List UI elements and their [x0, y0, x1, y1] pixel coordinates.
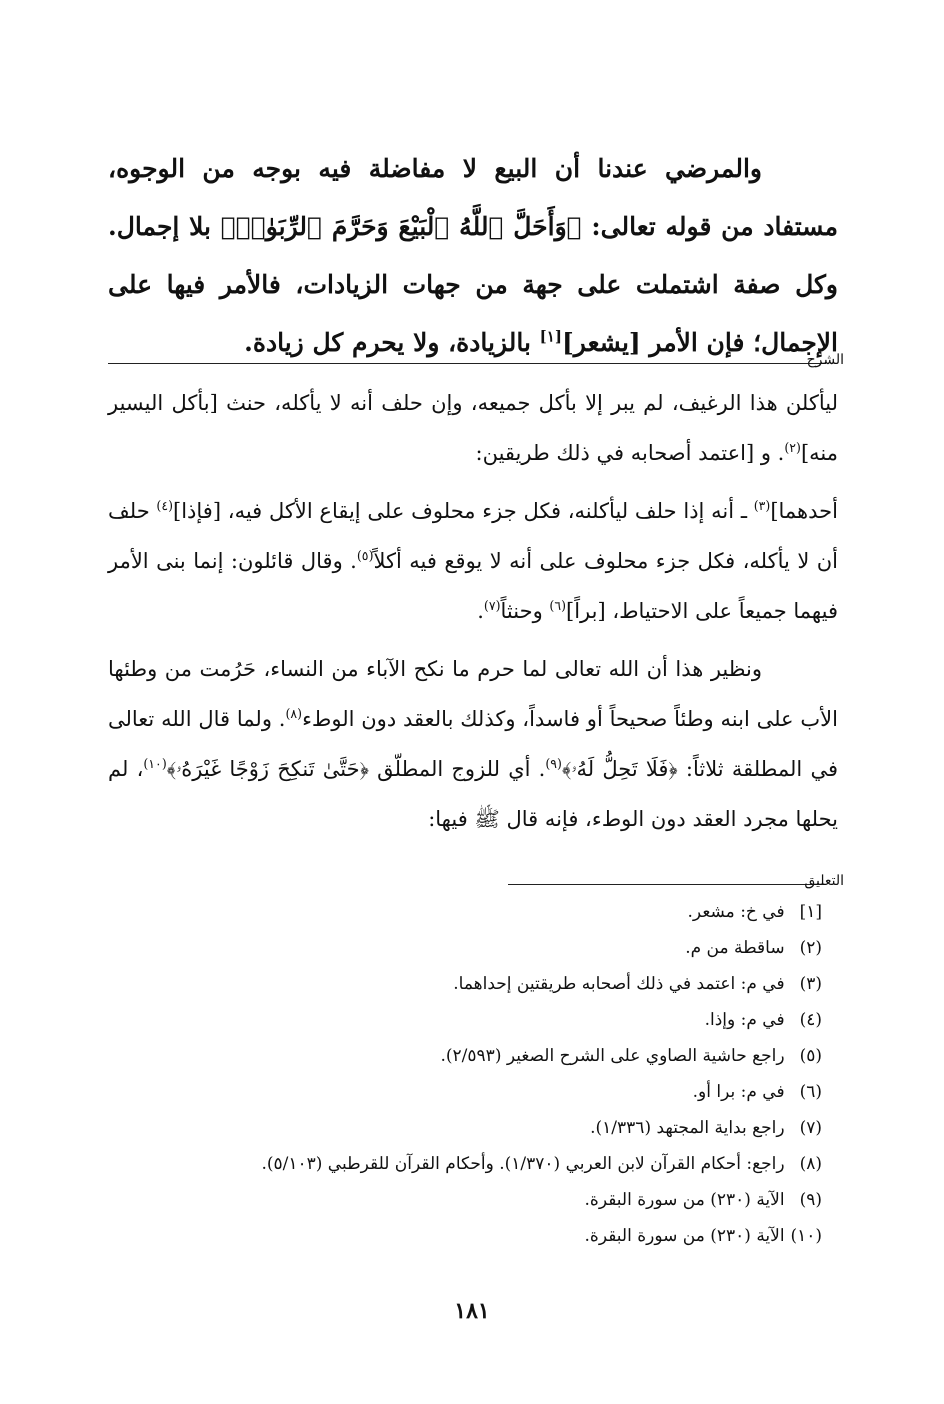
- footnote-number: (٨): [799, 1154, 822, 1174]
- footnote-text: راجع بداية المجتهد (١/٣٣٦).: [590, 1118, 785, 1138]
- footnote-item: [122, 930, 822, 966]
- sharh-separator: [108, 363, 826, 364]
- footnote-item: [122, 966, 822, 1002]
- footnote-number: (٣): [799, 974, 822, 994]
- footnote-text: في م: برا أو.: [692, 1082, 785, 1102]
- text-run: وحنثاً: [500, 599, 550, 623]
- footnote-ref: [١]: [539, 327, 562, 346]
- footnote-item: [122, 1218, 822, 1254]
- commentary-paragraph: [108, 486, 838, 636]
- footnote-ref: (٤): [156, 498, 174, 513]
- page-number: ١٨١: [454, 1298, 490, 1324]
- footnote-text: الآية (٢٣٠) من سورة البقرة.: [584, 1190, 785, 1210]
- footnote-text: ساقطة من م.: [685, 938, 785, 958]
- footnote-text: راجع: أحكام القرآن لابن العربي (١/٣٧٠). وأحكام القرآن للقرطبي (٥/١٠٣).: [261, 1154, 785, 1174]
- footnote-text: الآية (٢٣٠) من سورة البقرة.: [584, 1226, 785, 1246]
- main-text: [108, 140, 838, 372]
- text-run: ـ أنه إذا حلف ليأكلنه، فكل جزء محلوف على إيقاع الأكل فيه، [فإذا]: [173, 499, 754, 523]
- commentary: [108, 378, 838, 844]
- footnote-ref: (٣): [753, 498, 771, 513]
- footnote-number: (٩): [799, 1190, 822, 1210]
- footnote-ref: (٩): [545, 756, 562, 771]
- commentary-paragraph: [108, 378, 838, 478]
- footnote-text: في خ: مشعر.: [687, 902, 785, 922]
- sharh-label: الشرح: [806, 352, 844, 368]
- footnote-text: في م: وإذا.: [704, 1010, 785, 1030]
- text-run: أحدهما]: [770, 499, 838, 523]
- footnote-ref: (٢): [784, 440, 801, 455]
- text-run: ليأكلن هذا الرغيف، لم يبر إلا بأكل جميعه، وإن حلف أنه لا يأكله، حنث [بأكل اليسير منه]: [108, 391, 838, 465]
- main-paragraph-tail: بالزيادة، ولا يحرم كل زيادة.: [244, 328, 540, 357]
- footnote-ref: (٥): [356, 548, 374, 563]
- footnote-ref: (٧): [483, 598, 501, 613]
- text-run: ، لم يحلها مجرد العقد دون الوطء، فإنه قال ﷺ فيها:: [108, 757, 838, 831]
- text-run: . أي للزوج المطلّق ﴿حَتَّىٰ تَنكِحَ زَوْجًا غَيْرَهُۥ﴾: [166, 757, 546, 781]
- footnote-item: [122, 1110, 822, 1146]
- footnote-item: [122, 894, 822, 930]
- footnote-number: (٦): [799, 1082, 822, 1102]
- footnote-ref: (١٠): [143, 756, 167, 771]
- footnote-number: (٧): [799, 1118, 822, 1138]
- footnote-ref: (٨): [285, 706, 303, 721]
- taliq-separator: [508, 884, 826, 885]
- footnote-item: [122, 1038, 822, 1074]
- commentary-paragraph: [108, 644, 838, 844]
- footnote-number: (٢): [799, 938, 822, 958]
- text-run: حلف أن لا يأكله، فكل جزء محلوف على أنه لا يوقع فيه أكلاً: [108, 499, 838, 573]
- footnote-item: [122, 1146, 822, 1182]
- footnote-number: (٤): [799, 1010, 822, 1030]
- text-run: . و [اعتمد أصحابه في ذلك طريقين:: [475, 441, 785, 465]
- footnote-number: (٥): [799, 1046, 822, 1066]
- footnote-ref: (٦): [549, 598, 566, 613]
- footnote-item: [122, 1002, 822, 1038]
- text-run: . وقال قائلون: إنما بنى الأمر فيهما جميعاً على الاحتياط، [براً]: [108, 549, 838, 623]
- footnote-text: في م: اعتمد في ذلك أصحابه طريقتين إحداهما.: [453, 974, 785, 994]
- text-run: ونظير هذا أن الله تعالى لما حرم ما نكح الآباء من النساء، حَرُمت من وطئها الأب على ابنه وطئاً صحيحاً أو فاسداً، وكذلك بالعقد دون الوطء: [108, 657, 838, 731]
- footnote-number: (١٠): [790, 1226, 822, 1246]
- taliq-label: التعليق: [804, 873, 844, 889]
- footnote-text: راجع حاشية الصاوي على الشرح الصغير (٢/٥٩٣).: [440, 1046, 785, 1066]
- footnotes: [122, 894, 822, 1254]
- footnote-item: [122, 1182, 822, 1218]
- main-paragraph: [108, 140, 838, 372]
- text-run: .: [477, 599, 484, 623]
- footnote-number: [١]: [799, 902, 822, 922]
- text-run: . ولما قال الله تعالى في المطلقة ثلاثاً: ﴿فَلَا تَحِلُّ لَهُۥ﴾: [108, 707, 838, 781]
- main-paragraph-body: والمرضي عندنا أن البيع لا مفاضلة فيه بوجه من الوجوه، مستفاد من قوله تعالى: ﴿وَأَحَلَّ ٱللَّهُ ٱلْبَيْعَ وَحَرَّمَ ٱلرِّبَوٰا۟﴾ بلا إجمال. وكل صفة اشتملت على جهة من جهات الزيادات، فالأمر فيها على الإجمال؛ فإن الأمر [يشعر]: [108, 154, 838, 357]
- footnote-item: [122, 1074, 822, 1110]
